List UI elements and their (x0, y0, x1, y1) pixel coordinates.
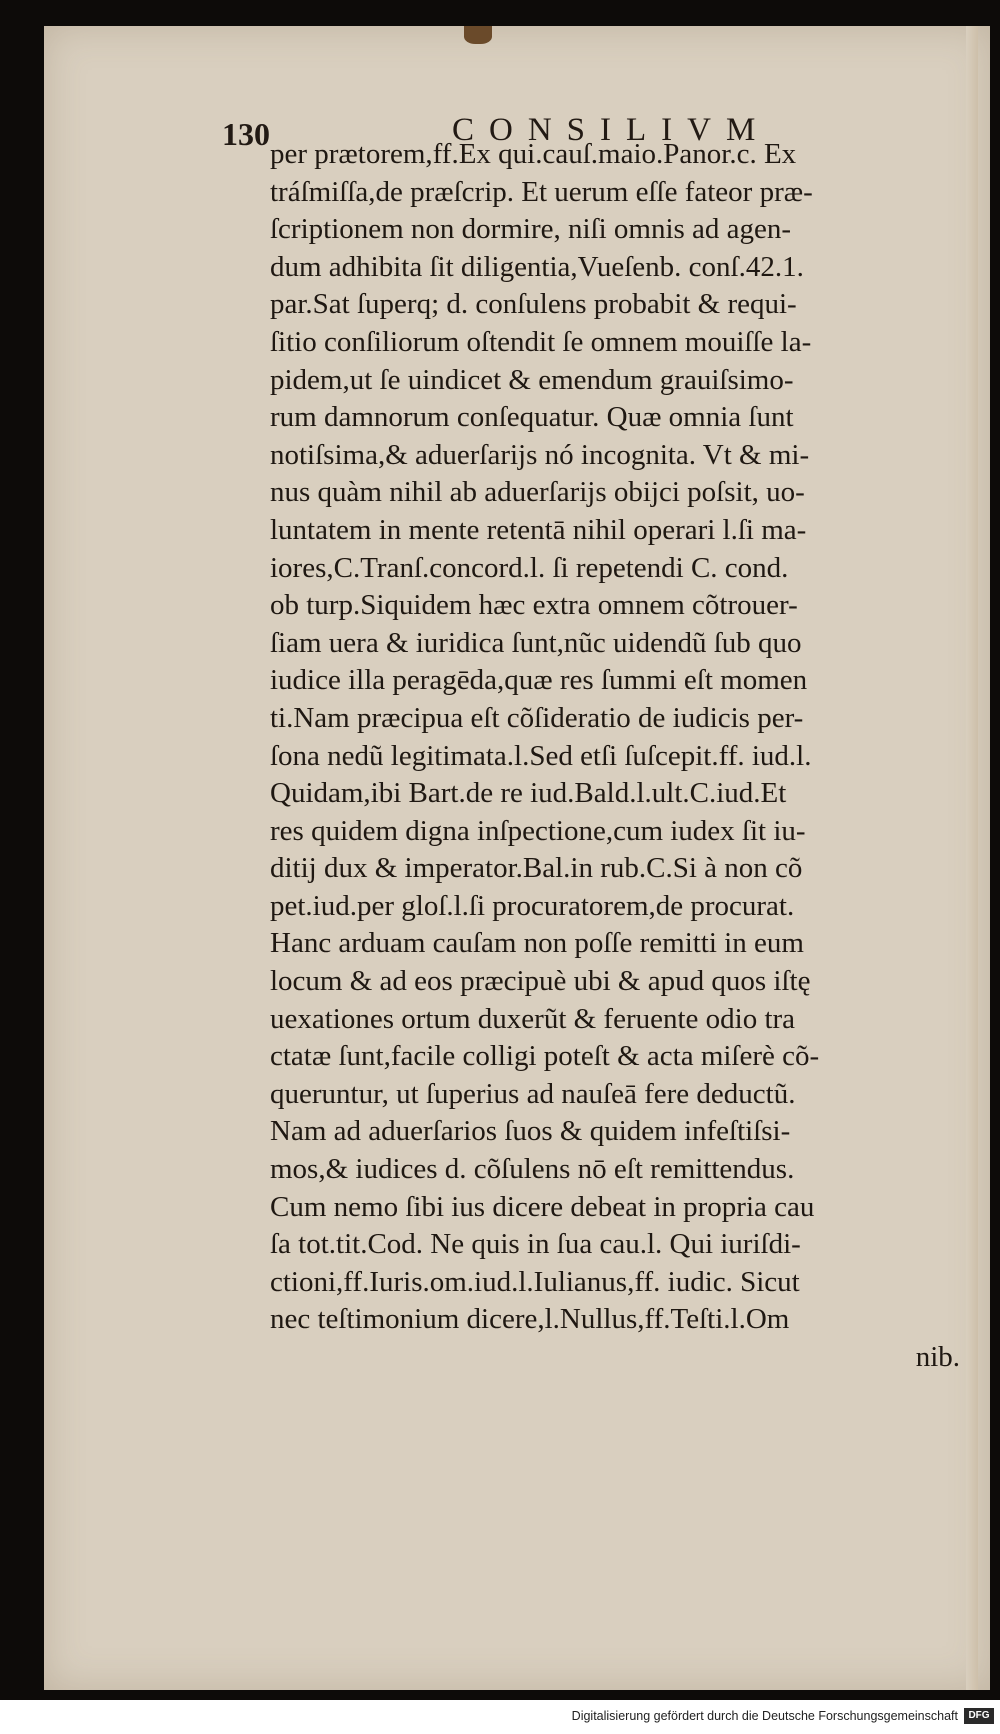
body-text (270, 136, 960, 1377)
folio-number: 130 (222, 116, 270, 152)
text-line: locum & ad eos præcipuè ubi & apud quos iſtę (270, 965, 811, 998)
text-line: dum adhibita ſit diligentia,Vueſenb. conſ.42.1. (270, 250, 804, 283)
text-line: iudice illa peragēda,quæ res ſummi eſt momen (270, 664, 808, 697)
text-line: nec teſtimonium dicere,l.Nullus,ff.Teſti.l.Om (270, 1303, 790, 1336)
dfg-logo: DFG (964, 1708, 994, 1724)
text-line: Hanc arduam cauſam non poſſe remitti in eum (270, 927, 804, 960)
text-line: luntatem in mente retentā nihil operari l.ſi ma- (270, 513, 807, 546)
text-line: ſcriptionem non dormire, niſi omnis ad agen- (270, 213, 792, 246)
text-line: per prætorem,ff.Ex qui.cauſ.maio.Panor.c. Ex (270, 138, 797, 170)
text-line: nus quàm nihil ab aduerſarijs obijci poſsit, uo- (270, 476, 805, 509)
text-line: ob turp.Siquidem hæc extra omnem cõtrouer- (270, 589, 798, 622)
running-title: CONSILIVM (452, 112, 771, 148)
text-line: Nam ad aduerſarios ſuos & quidem infeſtiſsi- (270, 1115, 791, 1148)
text-line: pidem,ut ſe uindicet & emendum grauiſsimo- (270, 363, 794, 396)
text-line: ſiam uera & iuridica ſunt,nũc uidendũ ſub quo (270, 626, 802, 659)
catchword: nib. (915, 1341, 960, 1373)
text-line: par.Sat ſuperq; d. conſulens probabit & requi- (270, 288, 797, 321)
text-line: tráſmiſſa,de præſcrip. Et uerum eſſe fateor præ- (270, 175, 813, 208)
text-line: ctatæ ſunt,facile colligi poteſt & acta miſerè cõ- (270, 1040, 820, 1073)
text-line: Cum nemo ſibi ius dicere debeat in propria cau (270, 1190, 815, 1223)
ink-smudge (464, 26, 492, 44)
funding-credit: Digitalisierung gefördert durch die Deutsche Forschungsgemeinschaft (571, 1709, 958, 1723)
text-line: ſitio conſiliorum oſtendit ſe omnem mouiſſe la- (270, 325, 812, 358)
text-line: iores,C.Tranſ.concord.l. ſi repetendi C. cond. (270, 551, 789, 584)
text-line: ſa tot.tit.Cod. Ne quis in ſua cau.l. Qui iuriſdi- (270, 1228, 801, 1261)
text-line: notiſsima,& aduerſarijs nó incognita. Vt & mi- (270, 438, 810, 471)
text-line: pet.iud.per gloſ.l.ſi procuratorem,de procurat. (270, 889, 795, 922)
text-line: ti.Nam præcipua eſt cõſideratio de iudicis per- (270, 701, 804, 734)
text-line: ſona nedũ legitimata.l.Sed etſi ſuſcepit.ff. iud.l. (270, 739, 812, 772)
text-line: res quidem digna inſpectione,cum iudex ſit iu- (270, 814, 806, 847)
text-line: ctioni,ff.Iuris.om.iud.l.Iulianus,ff. iudic. Sicut (270, 1265, 800, 1298)
text-line: mos,& iudices d. cõſulens nō eſt remittendus. (270, 1153, 795, 1186)
digitization-footer (0, 1700, 1000, 1734)
page-edge (966, 26, 978, 1690)
text-line: rum damnorum conſequatur. Quæ omnia ſunt (270, 401, 794, 434)
text-line: queruntur, ut ſuperius ad nauſeā fere deductũ. (270, 1077, 796, 1110)
text-line: ditij dux & imperator.Bal.in rub.C.Si à non cõ (270, 852, 803, 885)
text-line: uexationes ortum duxerũt & feruente odio tra (270, 1002, 796, 1035)
text-line: Quidam,ibi Bart.de re iud.Bald.l.ult.C.iud.Et (270, 777, 787, 810)
